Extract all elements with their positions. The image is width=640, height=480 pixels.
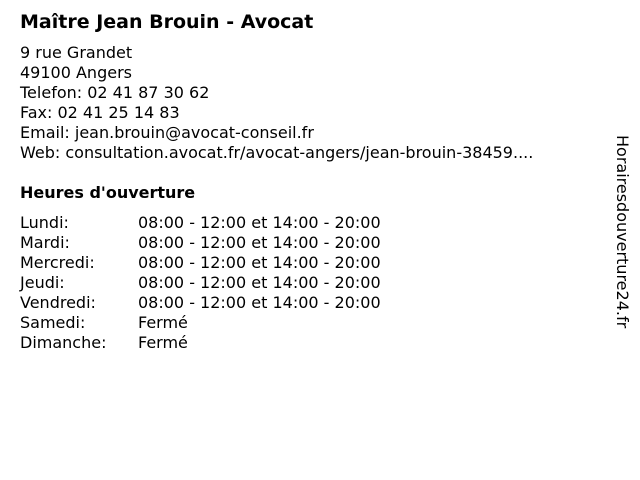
time-value: 08:00 - 12:00 et 14:00 - 20:00 bbox=[138, 253, 381, 272]
phone-number: Telefon: 02 41 87 30 62 bbox=[20, 83, 210, 102]
street-address: 9 rue Grandet bbox=[20, 43, 133, 62]
hours-row-sunday bbox=[20, 333, 381, 353]
contact-block bbox=[20, 43, 533, 163]
day-label: Lundi: bbox=[20, 213, 69, 232]
hours-row-friday bbox=[20, 293, 381, 313]
day-label: Dimanche: bbox=[20, 333, 107, 352]
hours-row-thursday bbox=[20, 273, 381, 293]
watermark-text: Horairesdouverture24.fr bbox=[613, 135, 632, 329]
page-title: Maître Jean Brouin - Avocat bbox=[20, 11, 314, 33]
time-value: 08:00 - 12:00 et 14:00 - 20:00 bbox=[138, 233, 381, 252]
time-value: 08:00 - 12:00 et 14:00 - 20:00 bbox=[138, 273, 381, 292]
website-url: Web: consultation.avocat.fr/avocat-angers/jean-brouin-38459.... bbox=[20, 143, 534, 162]
hours-row-saturday bbox=[20, 313, 381, 333]
time-value: Fermé bbox=[138, 333, 188, 352]
day-label: Mardi: bbox=[20, 233, 70, 252]
hours-row-wednesday bbox=[20, 253, 381, 273]
hours-row-monday bbox=[20, 213, 381, 233]
city-address: 49100 Angers bbox=[20, 63, 132, 82]
time-value: Fermé bbox=[138, 313, 188, 332]
opening-hours-table bbox=[20, 213, 381, 353]
email-address: Email: jean.brouin@avocat-conseil.fr bbox=[20, 123, 314, 142]
day-label: Mercredi: bbox=[20, 253, 95, 272]
time-value: 08:00 - 12:00 et 14:00 - 20:00 bbox=[138, 213, 381, 232]
day-label: Jeudi: bbox=[20, 273, 65, 292]
time-value: 08:00 - 12:00 et 14:00 - 20:00 bbox=[138, 293, 381, 312]
fax-number: Fax: 02 41 25 14 83 bbox=[20, 103, 180, 122]
opening-hours-heading: Heures d'ouverture bbox=[20, 183, 196, 202]
day-label: Samedi: bbox=[20, 313, 86, 332]
site-watermark bbox=[610, 135, 634, 370]
hours-row-tuesday bbox=[20, 233, 381, 253]
day-label: Vendredi: bbox=[20, 293, 96, 312]
